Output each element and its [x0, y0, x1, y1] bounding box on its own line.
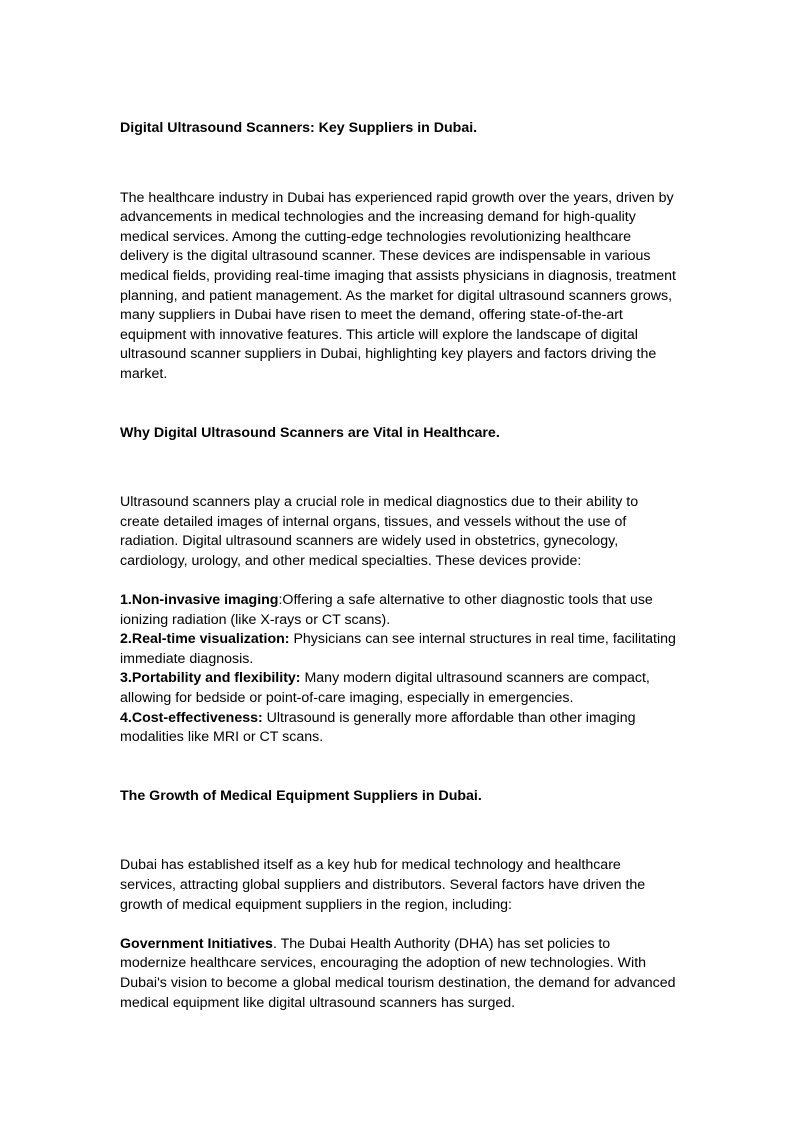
document-page	[120, 119, 680, 1013]
section-growth-paragraph: Dubai has established itself as a key hub for medical technology and healthcare services, attracting global suppliers and distributors. Several factors have driven the growth of medical equipment suppliers in the region, including:	[120, 857, 646, 913]
list-item-term: 1.Non-invasive imaging	[120, 592, 279, 609]
list-item	[120, 669, 680, 708]
spacer	[120, 385, 680, 424]
intro-paragraph: The healthcare industry in Dubai has experienced rapid growth over the years, driven by advancements in medical technologies and the increasing demand for high-quality medical services. Among the cutting-edge technologies revolutionizing healthcare delivery is the digital ultrasound scanner. These devices are indispensable in various medical fields, providing real-time imaging that assists physicians in diagnosis, treatment planning, and patient management. As the market for digital ultrasound scanners grows, many suppliers in Dubai have risen to meet the demand, offering state-of-the-art equipment with innovative features. This article will explore the landscape of digital ultrasound scanner suppliers in Dubai, highlighting key players and factors driving the market.	[120, 189, 676, 382]
spacer	[120, 748, 680, 787]
government-initiatives-paragraph	[120, 935, 680, 1013]
spacer	[120, 806, 680, 856]
list-item-term: 2.Real-time visualization:	[120, 631, 290, 648]
list-item-text: Ultrasound is generally more affordable than other imaging modalities like MRI or CT scans.	[120, 709, 636, 746]
list-item-text: :Offering a safe alternative to other diagnostic tools that use ionizing radiation (like X-rays or CT scans).	[120, 592, 653, 628]
benefits-list	[120, 591, 680, 748]
list-item-term: 3.Portability and flexibility:	[120, 670, 301, 687]
list-item	[120, 709, 680, 748]
list-item-text: Physicians can see internal structures in real time, facilitating immediate diagnosis.	[120, 631, 676, 667]
list-item	[120, 630, 680, 669]
document-title: Digital Ultrasound Scanners: Key Suppliers in Dubai.	[120, 120, 478, 136]
list-item-term: 4.Cost-effectiveness:	[120, 709, 263, 726]
section-heading-vital: Why Digital Ultrasound Scanners are Vital in Healthcare.	[120, 424, 500, 441]
point-text: . The Dubai Health Authority (DHA) has set policies to modernize healthcare services, encouraging the adoption of new technologies. With Dubai's vision to become a global medical tourism destination, the demand for advanced medical equipment like digital ultrasound scanners has surged.	[120, 935, 676, 1011]
spacer	[120, 443, 680, 493]
section-vital-paragraph: Ultrasound scanners play a crucial role in medical diagnostics due to their ability to create detailed images of internal organs, tissues, and vessels without the use of radiation. Digital ultrasound scanners are widely used in obstetrics, gynecology, cardiology, urology, and other medical specialties. These devices provide:	[120, 494, 639, 569]
point-term: Government Initiatives	[120, 935, 273, 952]
spacer	[120, 572, 680, 592]
spacer	[120, 915, 680, 935]
list-item-text: Many modern digital ultrasound scanners are compact, allowing for bedside or point-of-care imaging, especially in emergencies.	[120, 670, 650, 707]
section-heading-growth: The Growth of Medical Equipment Suppliers in Dubai.	[120, 787, 482, 804]
spacer	[120, 139, 680, 189]
list-item	[120, 591, 680, 630]
